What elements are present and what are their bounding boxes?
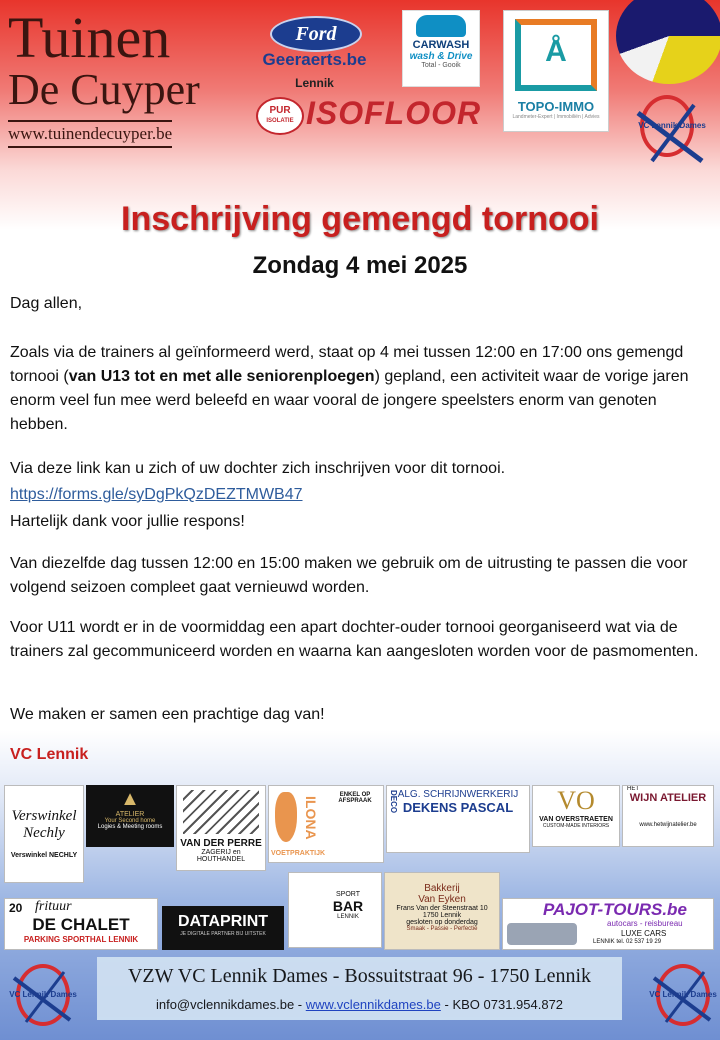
sponsor-nechly [4, 785, 84, 883]
sportbar-name: BAR [332, 898, 364, 914]
ilona-sub: VOETPRAKTIJK [271, 850, 326, 857]
nechly-sub: Verswinkel NECHLY [10, 852, 78, 859]
ilona-name: ILONA [303, 796, 319, 840]
volleyball-icon [616, 0, 720, 84]
sponsor-pajottours [502, 898, 714, 950]
thanks-text: Hartelijk dank voor jullie respons! [10, 513, 245, 530]
paragraph-1-bold: van U13 tot en met alle seniorenploegen [68, 368, 375, 385]
bakkerij-l1: Bakkerij [424, 883, 460, 894]
topo-name: TOPO-IMMO [517, 99, 595, 114]
atelier-name: ATELIER [115, 811, 145, 818]
bakkerij-l4: 1750 Lennik [422, 912, 462, 919]
greeting: Dag allen, [10, 295, 83, 312]
pur-isolatie-logo [256, 97, 304, 135]
sponsor-vanderperre [176, 785, 266, 871]
vc-logo-text: VC Lennik Dames [638, 121, 706, 130]
bakkerij-l3: Frans Van der Steenstraat 10 [396, 905, 488, 912]
footer-box [97, 957, 622, 1020]
vo-mark: VO [557, 786, 595, 815]
footer-email: info@vclennikdames.be [155, 997, 295, 1012]
sportbar-top: SPORT [336, 891, 360, 898]
footer-kbo: KBO 0731.954.872 [452, 997, 564, 1012]
chalet-top: frituur [35, 899, 72, 914]
vc-lennik-logo-bottom-right [648, 964, 718, 1026]
vo-sub: CUSTOM-MADE INTERIORS [542, 823, 610, 829]
pur-sub: ISOLATIE [266, 118, 294, 124]
vanderperre-name: VAN DER PERRE [180, 838, 262, 849]
topo-tag: Landmeter-Expert | Immobiliën | Advies [512, 114, 600, 120]
carwash-line2: wash & Drive [409, 51, 473, 62]
pajot-name: PAJOT-TOURS.be [543, 900, 687, 919]
carwash-logo [402, 10, 480, 87]
tuinen-url: www.tuinendecuyper.be [8, 120, 172, 148]
vc-logo-text: VC Lennik Dames [9, 990, 77, 999]
house-icon: Å [515, 19, 597, 91]
footer-sep: - [440, 997, 453, 1012]
wood-icon [183, 790, 259, 834]
dekens-top: ALG. SCHRIJNWERKERIJ [397, 789, 519, 800]
footer-website-link[interactable]: www.vclennikdames.be [305, 997, 441, 1012]
signup-link[interactable]: https://forms.gle/syDgPkQzDEZTMWB47 [10, 486, 303, 503]
wijn-name: WIJN ATELIER [629, 792, 707, 804]
bus-icon [507, 923, 577, 945]
ilona-note: ENKEL OP AFSPRAAK [338, 792, 372, 804]
dataprint-sub: JE DIGITALE PARTNER BIJ UITSTEK [180, 931, 266, 937]
sponsor-dekens [386, 785, 530, 853]
vc-lennik-logo-top [632, 95, 712, 170]
footer-address: VZW VC Lennik Dames - Bossuitstraat 96 - 1750 Lennik [127, 965, 592, 987]
vc-logo-text: VC Lennik Dames [649, 990, 717, 999]
bakkerij-l6: Smaak - Passie - Perfectie [406, 926, 478, 932]
sponsor-vanoverstraeten [532, 785, 620, 847]
vc-lennik-logo-bottom-left [8, 964, 78, 1026]
carwash-line3: Total - Gooik [421, 62, 461, 69]
atelier-sub: Your Second home [104, 818, 156, 824]
chalet-name: DE CHALET [32, 915, 130, 934]
sponsor-bakkerij [384, 872, 500, 950]
sponsor-dechalet [4, 898, 158, 950]
vo-name: VAN OVERSTRAETEN [539, 816, 613, 823]
chalet-sub: PARKING SPORTHAL LENNIK [23, 935, 139, 944]
sponsor-sportbar [288, 872, 382, 948]
sponsor-dataprint [162, 906, 284, 950]
pur-label: PUR [269, 105, 291, 116]
atelier-sub2: Logies & Meeting rooms [97, 824, 163, 830]
sportbar-sub: LENNIK [337, 914, 359, 920]
wijn-url: www.hetwijnatelier.be [639, 822, 697, 828]
geeraerts-logo: Geeraerts.be [262, 50, 367, 69]
footer-contact [97, 997, 622, 1012]
bakkerij-l5: gesloten op donderdag [406, 919, 478, 926]
page-title: Inschrijving gemengd tornooi [121, 200, 599, 238]
bakkerij-l2: Van Eyken [418, 894, 466, 905]
paragraph-1-c: ) gepland, een activiteit waar de vorige jaren enorm veel fun mee werd beleefd en waar vooral de jongere speelsters enorm van genoten hebben. [10, 368, 689, 433]
sponsor-wijnatelier [622, 785, 714, 847]
dataprint-name: DATAPRINT [177, 913, 269, 930]
paragraph-1-a: Zoals via de trainers al geïnformeerd werd, staat op 4 mei tussen 12:00 en 17:00 ons gemengd tornooi ( [10, 344, 684, 385]
chalet-num: 20 [9, 901, 23, 915]
page-subtitle: Zondag 4 mei 2025 [252, 252, 468, 279]
wijn-top: HET [627, 786, 639, 792]
sponsor-atelier [86, 785, 174, 847]
atelier-mark-icon: ▲ [120, 788, 140, 810]
car-icon [416, 15, 466, 37]
paragraph-5: We maken er samen een prachtige dag van! [10, 706, 325, 723]
geeraerts-city: Lennik [295, 76, 334, 90]
signature: VC Lennik [10, 746, 89, 763]
dekens-name: DEKENS PASCAL [402, 800, 514, 815]
pajot-l1: autocars - reisbureau [607, 919, 683, 928]
tuinen-de-cuyper-logo [8, 5, 233, 190]
vc-logo-swoosh-icon [632, 95, 712, 170]
dekens-deco: DECO [389, 790, 398, 814]
paragraph-4: Voor U11 wordt er in de voormiddag een apart dochter-ouder tornooi georganiseerd wat via de trainers zal gecommuniceerd worden en waarna kan aangesloten worden voor de pasmomenten. [10, 619, 699, 660]
pajot-l2: LUXE CARS [621, 929, 667, 938]
pajot-l3: LENNIK tel. 02 537 19 29 [593, 939, 662, 945]
paragraph-1 [10, 341, 710, 437]
footer-sep: - [294, 997, 306, 1012]
paragraph-3: Van diezelfde dag tussen 12:00 en 15:00 maken we gebruik om de uitrusting te passen die voor volgend seizoen compleet gaat vernieuwd worden. [10, 555, 688, 596]
ford-logo: Ford [270, 16, 362, 52]
isofloor-logo: ISOFLOOR [306, 95, 482, 131]
sponsor-ilona [268, 785, 384, 863]
tuinen-line1: Tuinen [8, 5, 171, 70]
topo-immo-logo [503, 10, 609, 132]
paragraph-2: Via deze link kan u zich of uw dochter zich inschrijven voor dit tornooi. [10, 460, 506, 477]
vanderperre-sub: ZAGERIJ en HOUTHANDEL [196, 849, 246, 863]
tuinen-line2: De Cuyper [8, 65, 200, 114]
carwash-line1: CARWASH [412, 39, 470, 51]
nechly-name: Verswinkel Nechly [11, 808, 77, 841]
foot-icon [275, 792, 297, 842]
